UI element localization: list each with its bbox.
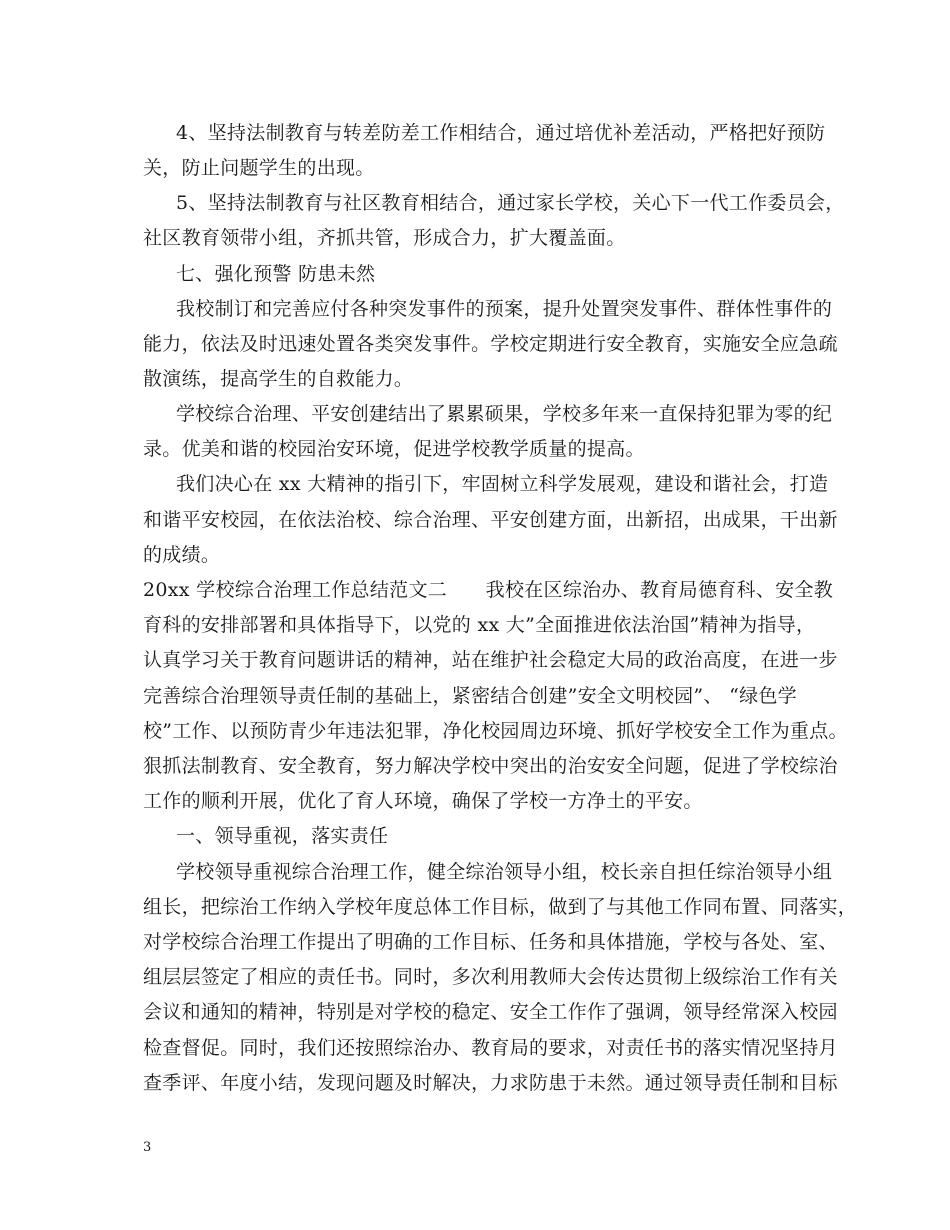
text-line: 育科的安排部署和具体指导下，以党的 xx 大”全面推进依法治国”精神为指导， (143, 614, 816, 636)
text-line: 录。优美和谐的校园治安环境，促进学校教学质量的提高。 (143, 438, 645, 460)
text-line: 检查督促。同时，我们还按照综治办、教育局的要求，对责任书的落实情况坚持月 (143, 1037, 838, 1059)
text-line: 对学校综合治理工作提出了明确的工作目标、任务和具体措施，学校与各处、室、 (143, 931, 838, 953)
text-line: 学校领导重视综合治理工作，健全综治领导小组，校长亲自担任综治领导小组 (176, 861, 833, 883)
section-heading: 一、领导重视，落实责任 (176, 825, 389, 847)
text-line: 我们决心在 xx 大精神的指引下，牢固树立科学发展观，建设和谐社会，打造 (176, 473, 829, 495)
text-line: 我校制订和完善应付各种突发事件的预案，提升处置突发事件、群体性事件的 (176, 298, 833, 320)
text-line: 组长，把综治工作纳入学校年度总体工作目标，做到了与其他工作同布置、同落实， (143, 896, 858, 918)
text-line: 20xx 学校综合治理工作总结范文二 我校在区综治办、教育局德育科、安全教 (143, 579, 834, 601)
section-heading: 七、强化预警 防患未然 (176, 263, 376, 285)
text-line: 散演练，提高学生的自救能力。 (143, 368, 414, 390)
text-line: 4、坚持法制教育与转差防差工作相结合，通过培优补差活动，严格把好预防 (176, 122, 826, 144)
text-line: 关，防止问题学生的出现。 (143, 157, 375, 179)
text-line: 组层层签定了相应的责任书。同时，多次利用教师大会传达贯彻上级综治工作有关 (143, 966, 838, 988)
text-line: 工作的顺利开展，优化了育人环境，确保了学校一方净土的平安。 (143, 790, 703, 812)
text-line: 校”工作、以预防青少年违法犯罪，净化校园周边环境、抓好学校安全工作为重点。 (143, 720, 848, 742)
page-number: 3 (143, 1140, 152, 1155)
text-line: 完善综合治理领导责任制的基础上，紧密结合创建”安全文明校园”、 “绿色学 (143, 685, 797, 707)
text-line: 和谐平安校园，在依法治校、综合治理、平安创建方面，出新招，出成果，干出新 (143, 509, 838, 531)
text-line: 学校综合治理、平安创建结出了累累硕果，学校多年来一直保持犯罪为零的纪 (176, 403, 833, 425)
text-line: 5、坚持法制教育与社区教育相结合，通过家长学校，关心下一代工作委员会， (176, 192, 845, 214)
text-line: 能力，依法及时迅速处置各类突发事件。学校定期进行安全教育，实施安全应急疏 (143, 333, 838, 355)
text-line: 会议和通知的精神，特别是对学校的稳定、安全工作作了强调，领导经常深入校园 (143, 1001, 838, 1023)
text-line: 查季评、年度小结，发现问题及时解决，力求防患于未然。通过领导责任制和目标 (143, 1072, 838, 1094)
text-line: 的成绩。 (143, 544, 221, 566)
text-line: 社区教育领带小组，齐抓共管，形成合力，扩大覆盖面。 (143, 227, 626, 249)
text-line: 狠抓法制教育、安全教育，努力解决学校中突出的治安安全问题，促进了学校综治 (143, 755, 838, 777)
text-line: 认真学习关于教育问题讲话的精神，站在维护社会稳定大局的政治高度，在进一步 (143, 649, 838, 671)
